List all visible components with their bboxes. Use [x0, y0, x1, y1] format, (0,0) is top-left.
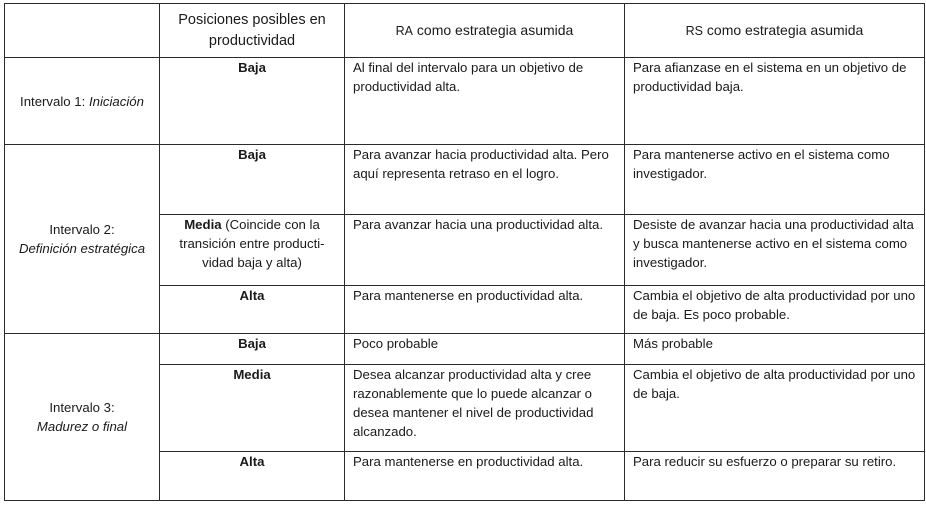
- interval-label: Intervalo 2:: [49, 221, 115, 237]
- ra-cell: Al final del intervalo para un objetivo de productividad alta.: [345, 58, 625, 145]
- rs-cell: Para reducir su esfuerzo o preparar su retiro.: [625, 451, 925, 500]
- position-cell: Alta: [160, 451, 345, 500]
- rs-cell: Para afianzase en el sistema en un objetivo de productividad baja.: [625, 58, 925, 145]
- rs-label: como estrategia asumida: [703, 21, 864, 38]
- header-empty-cell: [5, 4, 160, 58]
- position-cell: [160, 215, 345, 285]
- position-cell: Baja: [160, 145, 345, 215]
- interval-name: Definición estratégica: [18, 240, 146, 256]
- header-row: [5, 4, 925, 58]
- header-ra: [345, 4, 625, 58]
- ra-cell: Para avanzar hacia una productividad alta.: [345, 215, 625, 285]
- ra-cell: Para mantenerse en productividad alta.: [345, 285, 625, 333]
- interval-2-cell: [5, 145, 160, 333]
- interval-label: Intervalo 1:: [20, 93, 89, 109]
- position-cell: Baja: [160, 58, 345, 145]
- position-label: Media: [184, 217, 222, 233]
- rs-cell: Cambia el objetivo de alta productividad por uno de baja. Es poco probable.: [625, 285, 925, 333]
- rs-abbr: RS: [685, 23, 704, 38]
- interval-3-cell: [5, 333, 160, 500]
- rs-cell: Desiste de avanzar hacia una productividad alta y busca mantenerse activo en el sistema como investigador.: [625, 215, 925, 285]
- position-cell: Alta: [160, 285, 345, 333]
- ra-abbr: RA: [395, 23, 414, 38]
- position-note: (Coincide con la transición entre producti-vidad baja y alta): [179, 217, 325, 271]
- ra-label: como estrategia asumida: [413, 21, 574, 38]
- interval-1-cell: [5, 58, 160, 145]
- table-row: [5, 145, 925, 215]
- table-row: [5, 333, 925, 364]
- rs-cell: Para mantenerse activo en el sistema como investigador.: [625, 145, 925, 215]
- interval-name: Madurez o final: [36, 418, 128, 434]
- header-positions: Posiciones posibles en productividad: [160, 4, 345, 58]
- interval-label: Intervalo 3:: [49, 399, 115, 415]
- ra-cell: Poco probable: [345, 333, 625, 364]
- ra-cell: Desea alcanzar productividad alta y cree razonablemente que lo puede alcanzar o desea mantener el nivel de productividad alcanzado.: [345, 364, 625, 451]
- rs-cell: Cambia el objetivo de alta productividad por uno de baja.: [625, 364, 925, 451]
- position-cell: Baja: [160, 333, 345, 364]
- header-rs: [625, 4, 925, 58]
- strategy-table: [4, 3, 925, 501]
- rs-cell: Más probable: [625, 333, 925, 364]
- position-cell: Media: [160, 364, 345, 451]
- interval-name: Iniciación: [88, 93, 144, 109]
- ra-cell: Para mantenerse en productividad alta.: [345, 451, 625, 500]
- ra-cell: Para avanzar hacia productividad alta. Pero aquí representa retraso en el logro.: [345, 145, 625, 215]
- table-row: [5, 58, 925, 145]
